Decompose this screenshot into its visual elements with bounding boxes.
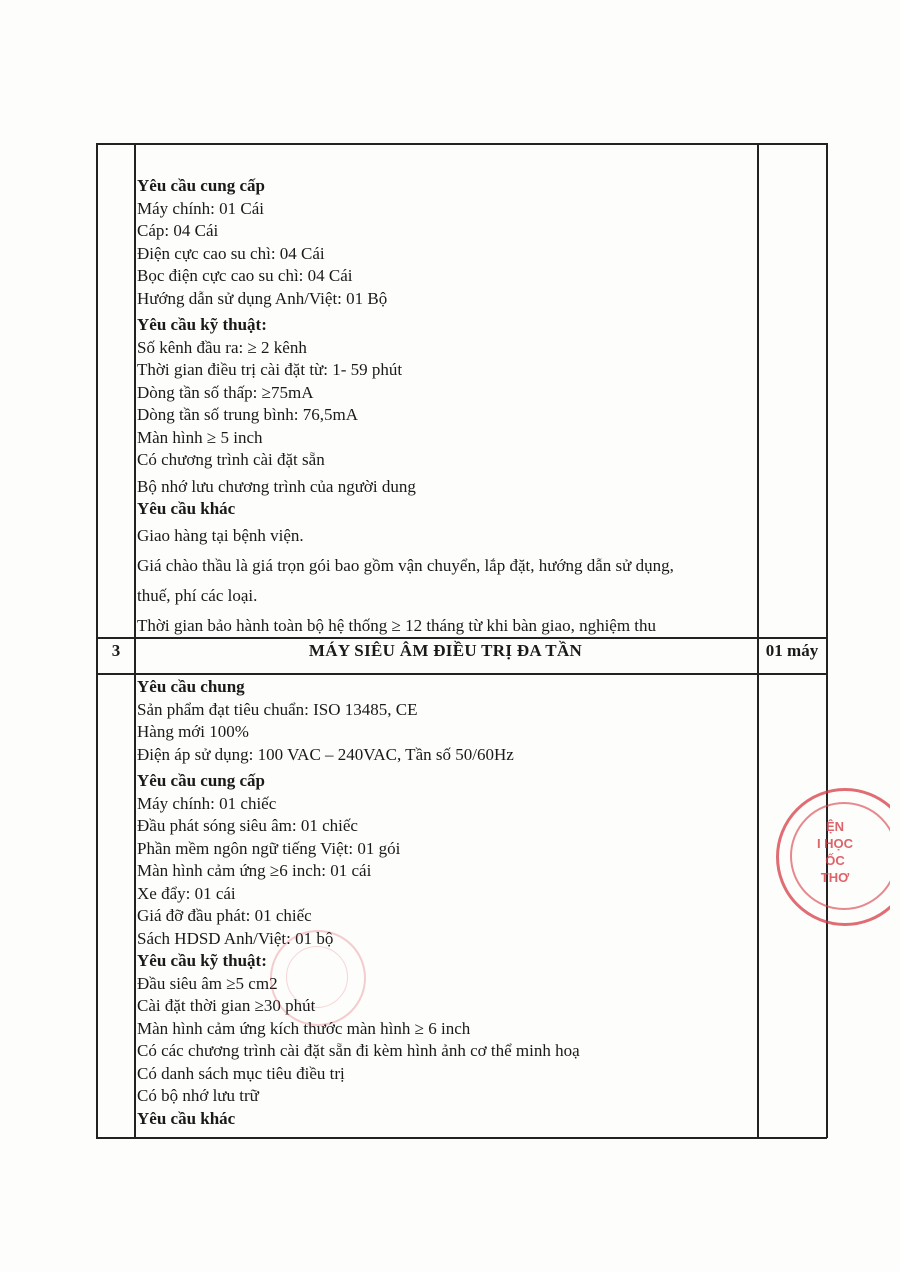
supply-heading: Yêu cầu cung cấp [137, 771, 265, 790]
supply-item: Máy chính: 01 Cái [137, 198, 265, 218]
faint-stamp-seal [270, 930, 366, 1026]
other-item: Giao hàng tại bệnh viện. [137, 525, 304, 545]
supply-item: Điện cực cao su chì: 04 Cái [137, 243, 325, 263]
tech-item: Số kênh đầu ra: ≥ 2 kênh [137, 337, 307, 357]
general-item: Sản phẩm đạt tiêu chuẩn: ISO 13485, CE [137, 699, 418, 719]
other-item: Giá chào thầu là giá trọn gói bao gồm vận chuyển, lắp đặt, hướng dẫn sử dụng, [137, 555, 674, 575]
tech-item: Dòng tần số trung bình: 76,5mA [137, 405, 358, 424]
tech-item: Có bộ nhớ lưu trữ [137, 1086, 259, 1105]
upper-section [137, 175, 755, 641]
supply-item: Phần mềm ngôn ngữ tiếng Việt: 01 gói [137, 838, 401, 858]
row-quantity: 01 máy [765, 641, 819, 660]
tech-item: Màn hình cảm ứng kích thước màn hình ≥ 6 inch [137, 1018, 471, 1038]
row3-bottom-border [96, 673, 827, 675]
tech-item: Cài đặt thời gian ≥30 phút [137, 996, 316, 1015]
supply-item: Màn hình cảm ứng ≥6 inch: 01 cái [137, 861, 372, 880]
faint-stamp-inner-ring [286, 946, 348, 1008]
stamp-text [800, 818, 870, 886]
other-heading: Yêu cầu khác [137, 1108, 236, 1128]
row-number: 3 [111, 641, 121, 660]
table-top-border [96, 143, 827, 145]
supply-item: Xe đẩy: 01 cái [137, 883, 236, 903]
stamp-text-line: THƠ [820, 870, 850, 885]
tech-item: Dòng tần số thấp: ≥75mA [137, 382, 314, 402]
stamp-text-line: ỆN [825, 819, 845, 834]
supply-item: Giá đỡ đầu phát: 01 chiếc [137, 906, 312, 925]
tech-item: Màn hình ≥ 5 inch [137, 427, 263, 447]
general-item: Hàng mới 100% [137, 722, 249, 741]
tech-heading: Yêu cầu kỹ thuật: [137, 951, 267, 970]
lower-section [137, 676, 755, 1130]
tech-item: Có chương trình cài đặt sẵn [137, 450, 325, 469]
stamp-text-line: ỐC [825, 853, 845, 868]
other-item: Thời gian bảo hành toàn bộ hệ thống ≥ 12 tháng từ khi bàn giao, nghiệm thu [137, 615, 657, 635]
general-item: Điện áp sử dụng: 100 VAC – 240VAC, Tần số 50/60Hz [137, 744, 514, 764]
tech-item: Có các chương trình cài đặt sẵn đi kèm hình ảnh cơ thể minh hoạ [137, 1041, 580, 1060]
tech-item: Thời gian điều trị cài đặt từ: 1- 59 phút [137, 360, 403, 379]
supply-item: Cáp: 04 Cái [137, 221, 219, 240]
supply-heading: Yêu cầu cung cấp [137, 176, 265, 195]
tech-item: Bộ nhớ lưu chương trình của người dung [137, 476, 416, 496]
other-item: thuế, phí các loại. [137, 585, 258, 605]
row-title: MÁY SIÊU ÂM ĐIỀU TRỊ ĐA TẦN [308, 641, 583, 660]
general-heading: Yêu cầu chung [137, 677, 245, 696]
stamp-text-line: I HỌC [816, 836, 854, 851]
supply-item: Đầu phát sóng siêu âm: 01 chiếc [137, 816, 358, 835]
hospital-stamp-seal [770, 784, 890, 930]
supply-item: Sách HDSD Anh/Việt: 01 bộ [137, 928, 334, 948]
other-heading: Yêu cầu khác [137, 499, 236, 518]
table-bottom-border [96, 1137, 827, 1139]
tech-item: Có danh sách mục tiêu điều trị [137, 1063, 345, 1083]
tech-item: Đầu siêu âm ≥5 cm2 [137, 973, 278, 993]
tech-heading: Yêu cầu kỹ thuật: [137, 315, 267, 334]
supply-item: Hướng dẫn sử dụng Anh/Việt: 01 Bộ [137, 288, 388, 308]
supply-item: Máy chính: 01 chiếc [137, 793, 277, 813]
supply-item: Bọc điện cực cao su chì: 04 Cái [137, 266, 353, 285]
